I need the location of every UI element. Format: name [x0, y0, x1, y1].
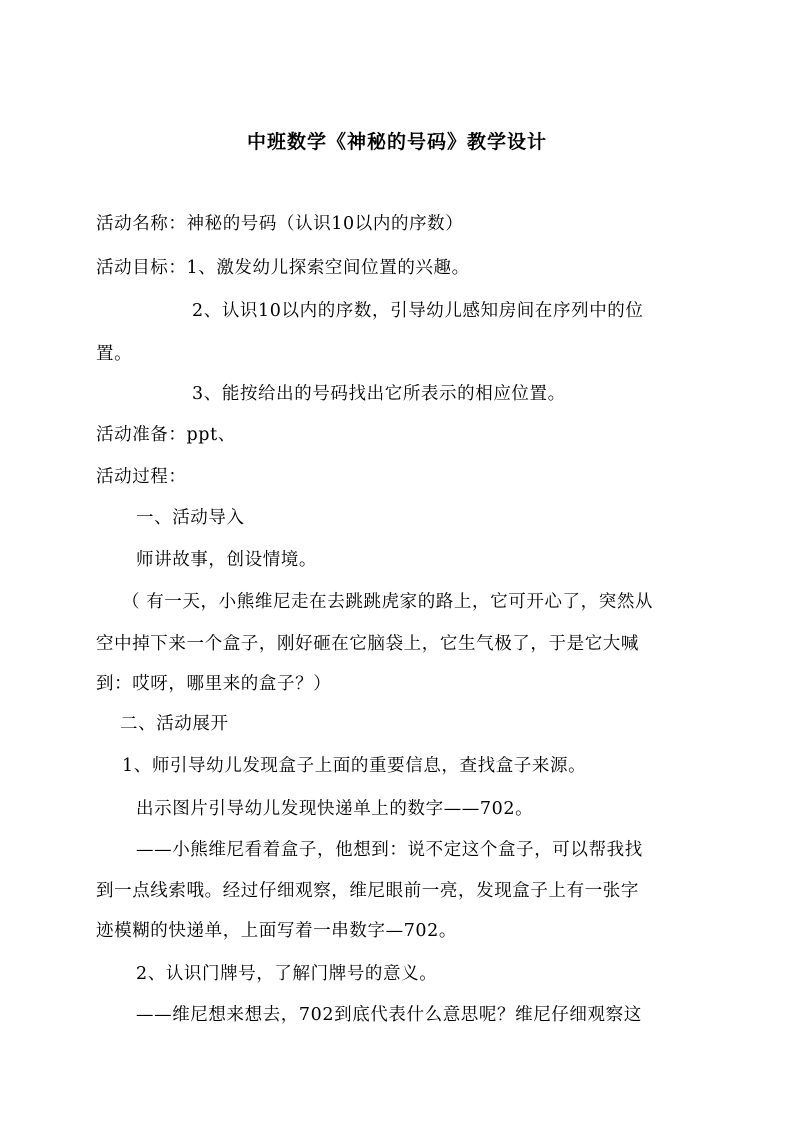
step-1-story-line-3: 迹模糊的快递单，上面写着一串数字—702。	[96, 921, 458, 941]
step-2-story-line-1: ——维尼想来想去，702到底代表什么意思呢？维尼仔细观察这	[136, 1005, 642, 1025]
intro-paragraph: 师讲故事，创设情境。	[136, 550, 317, 570]
activity-goal-1: 活动目标：1、激发幼儿探索空间位置的兴趣。	[96, 258, 470, 278]
page-title: 中班数学《神秘的号码》教学设计	[246, 131, 547, 153]
step-1-heading: 1、师引导幼儿发现盒子上面的重要信息，查找盒子来源。	[122, 756, 587, 776]
step-1-story-line-1: ——小熊维尼看着盒子，他想到：说不定这个盒子，可以帮我找	[136, 840, 643, 860]
story-line-1: （ 有一天，小熊维尼走在去跳跳虎家的路上，它可开心了，突然从	[122, 592, 654, 612]
activity-goal-3: 3、能按给出的号码找出它所表示的相应位置。	[192, 384, 566, 404]
story-line-3: 到：哎呀，哪里来的盒子？）	[96, 674, 332, 694]
section-intro-heading: 一、活动导入	[136, 508, 245, 528]
story-line-2: 空中掉下来一个盒子，刚好砸在它脑袋上，它生气极了，于是它大喊	[96, 634, 639, 654]
step-1-detail: 出示图片引导幼儿发现快递单上的数字——702。	[136, 799, 534, 819]
activity-prep: 活动准备：ppt、	[96, 425, 236, 445]
activity-goal-2: 2、认识10以内的序数，引导幼儿感知房间在序列中的位	[192, 301, 644, 321]
step-2-heading: 2、认识门牌号，了解门牌号的意义。	[136, 964, 438, 984]
activity-process: 活动过程：	[96, 467, 187, 487]
activity-name: 活动名称：神秘的号码（认识10以内的序数）	[96, 214, 464, 234]
section-expand-heading: 二、活动展开	[120, 714, 229, 734]
step-1-story-line-2: 到一点线索哦。经过仔细观察，维尼眼前一亮，发现盒子上有一张字	[96, 881, 639, 901]
activity-goal-2-cont: 置。	[96, 344, 133, 364]
